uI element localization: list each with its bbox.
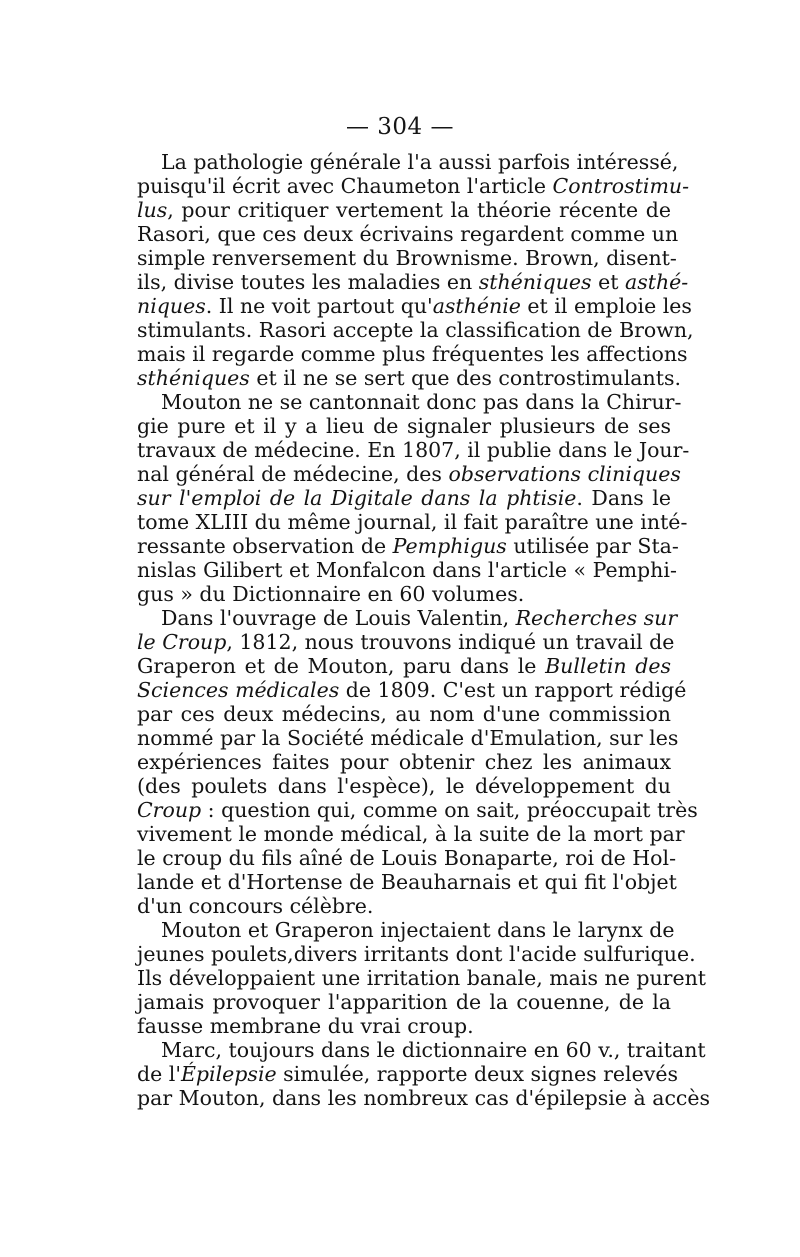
text-line: jeunes poulets,divers irritants dont l'acide sulfurique.	[137, 942, 696, 966]
page-number: — 304 —	[345, 114, 455, 140]
text-line: Dans l'ouvrage de Louis Valentin, Recherches sur	[161, 606, 678, 630]
text-line: tome XLIII du même journal, il fait paraître une inté-	[137, 510, 688, 534]
text-line: ils, divise toutes les maladies en sthéniques et asthé-	[137, 270, 689, 294]
text-line: le croup du fils aîné de Louis Bonaparte, roi de Hol-	[137, 846, 676, 870]
text-line: stimulants. Rasori accepte la classification de Brown,	[137, 318, 694, 342]
text-line: sthéniques et il ne se sert que des controstimulants.	[137, 366, 681, 390]
text-line: puisqu'il écrit avec Chaumeton l'article Controstimu-	[137, 174, 690, 198]
text-line: par ces deux médecins, au nom d'une commission	[137, 702, 671, 726]
text-line: jamais provoquer l'apparition de la couenne, de la	[137, 990, 671, 1014]
text-line: d'un concours célèbre.	[137, 894, 374, 918]
text-line: simple renversement du Brownisme. Brown, disent-	[137, 246, 677, 270]
text-line: travaux de médecine. En 1807, il publie dans le Jour-	[137, 438, 690, 462]
text-line: nal général de médecine, des observations cliniques	[137, 462, 681, 486]
text-line: par Mouton, dans les nombreux cas d'épilepsie à accès	[137, 1086, 711, 1110]
text-line: (des poulets dans l'espèce), le développement du	[137, 774, 671, 798]
text-line: expériences faites pour obtenir chez les animaux	[137, 750, 671, 774]
text-line: Ils développaient une irritation banale, mais ne purent	[137, 966, 707, 990]
text-line: mais il regarde comme plus fréquentes les affections	[137, 342, 688, 366]
text-line: le Croup, 1812, nous trouvons indiqué un travail de	[137, 630, 675, 654]
page-body-text	[137, 150, 711, 1110]
text-line: Croup : question qui, comme on sait, préoccupait très	[137, 798, 698, 822]
text-line: La pathologie générale l'a aussi parfois intéressé,	[161, 150, 679, 174]
text-line: lus, pour critiquer vertement la théorie récente de	[137, 198, 671, 222]
text-line: Graperon et de Mouton, paru dans le Bulletin des	[137, 654, 671, 678]
text-line: nislas Gilibert et Monfalcon dans l'article « Pemphi-	[137, 558, 677, 582]
text-line: lande et d'Hortense de Beauharnais et qui fit l'objet	[137, 870, 677, 894]
text-line: ressante observation de Pemphigus utilisée par Sta-	[137, 534, 679, 558]
text-line: de l'Épilepsie simulée, rapporte deux signes relevés	[137, 1062, 678, 1086]
text-line: Mouton ne se cantonnait donc pas dans la Chirur-	[161, 390, 682, 414]
text-line: fausse membrane du vrai croup.	[137, 1014, 474, 1038]
text-line: Sciences médicales de 1809. C'est un rapport rédigé	[137, 678, 687, 702]
text-line: nommé par la Société médicale d'Emulation, sur les	[137, 726, 679, 750]
text-line: Rasori, que ces deux écrivains regardent comme un	[137, 222, 679, 246]
text-line: gie pure et il y a lieu de signaler plusieurs de ses	[137, 414, 671, 438]
text-line: vivement le monde médical, à la suite de la mort par	[137, 822, 685, 846]
text-line: niques. Il ne voit partout qu'asthénie et il emploie les	[137, 294, 692, 318]
text-line: Mouton et Graperon injectaient dans le larynx de	[161, 918, 675, 942]
text-line: Marc, toujours dans le dictionnaire en 60 v., traitant	[161, 1038, 706, 1062]
text-line: gus » du Dictionnaire en 60 volumes.	[137, 582, 525, 606]
text-line: sur l'emploi de la Digitale dans la phtisie. Dans le	[137, 486, 671, 510]
